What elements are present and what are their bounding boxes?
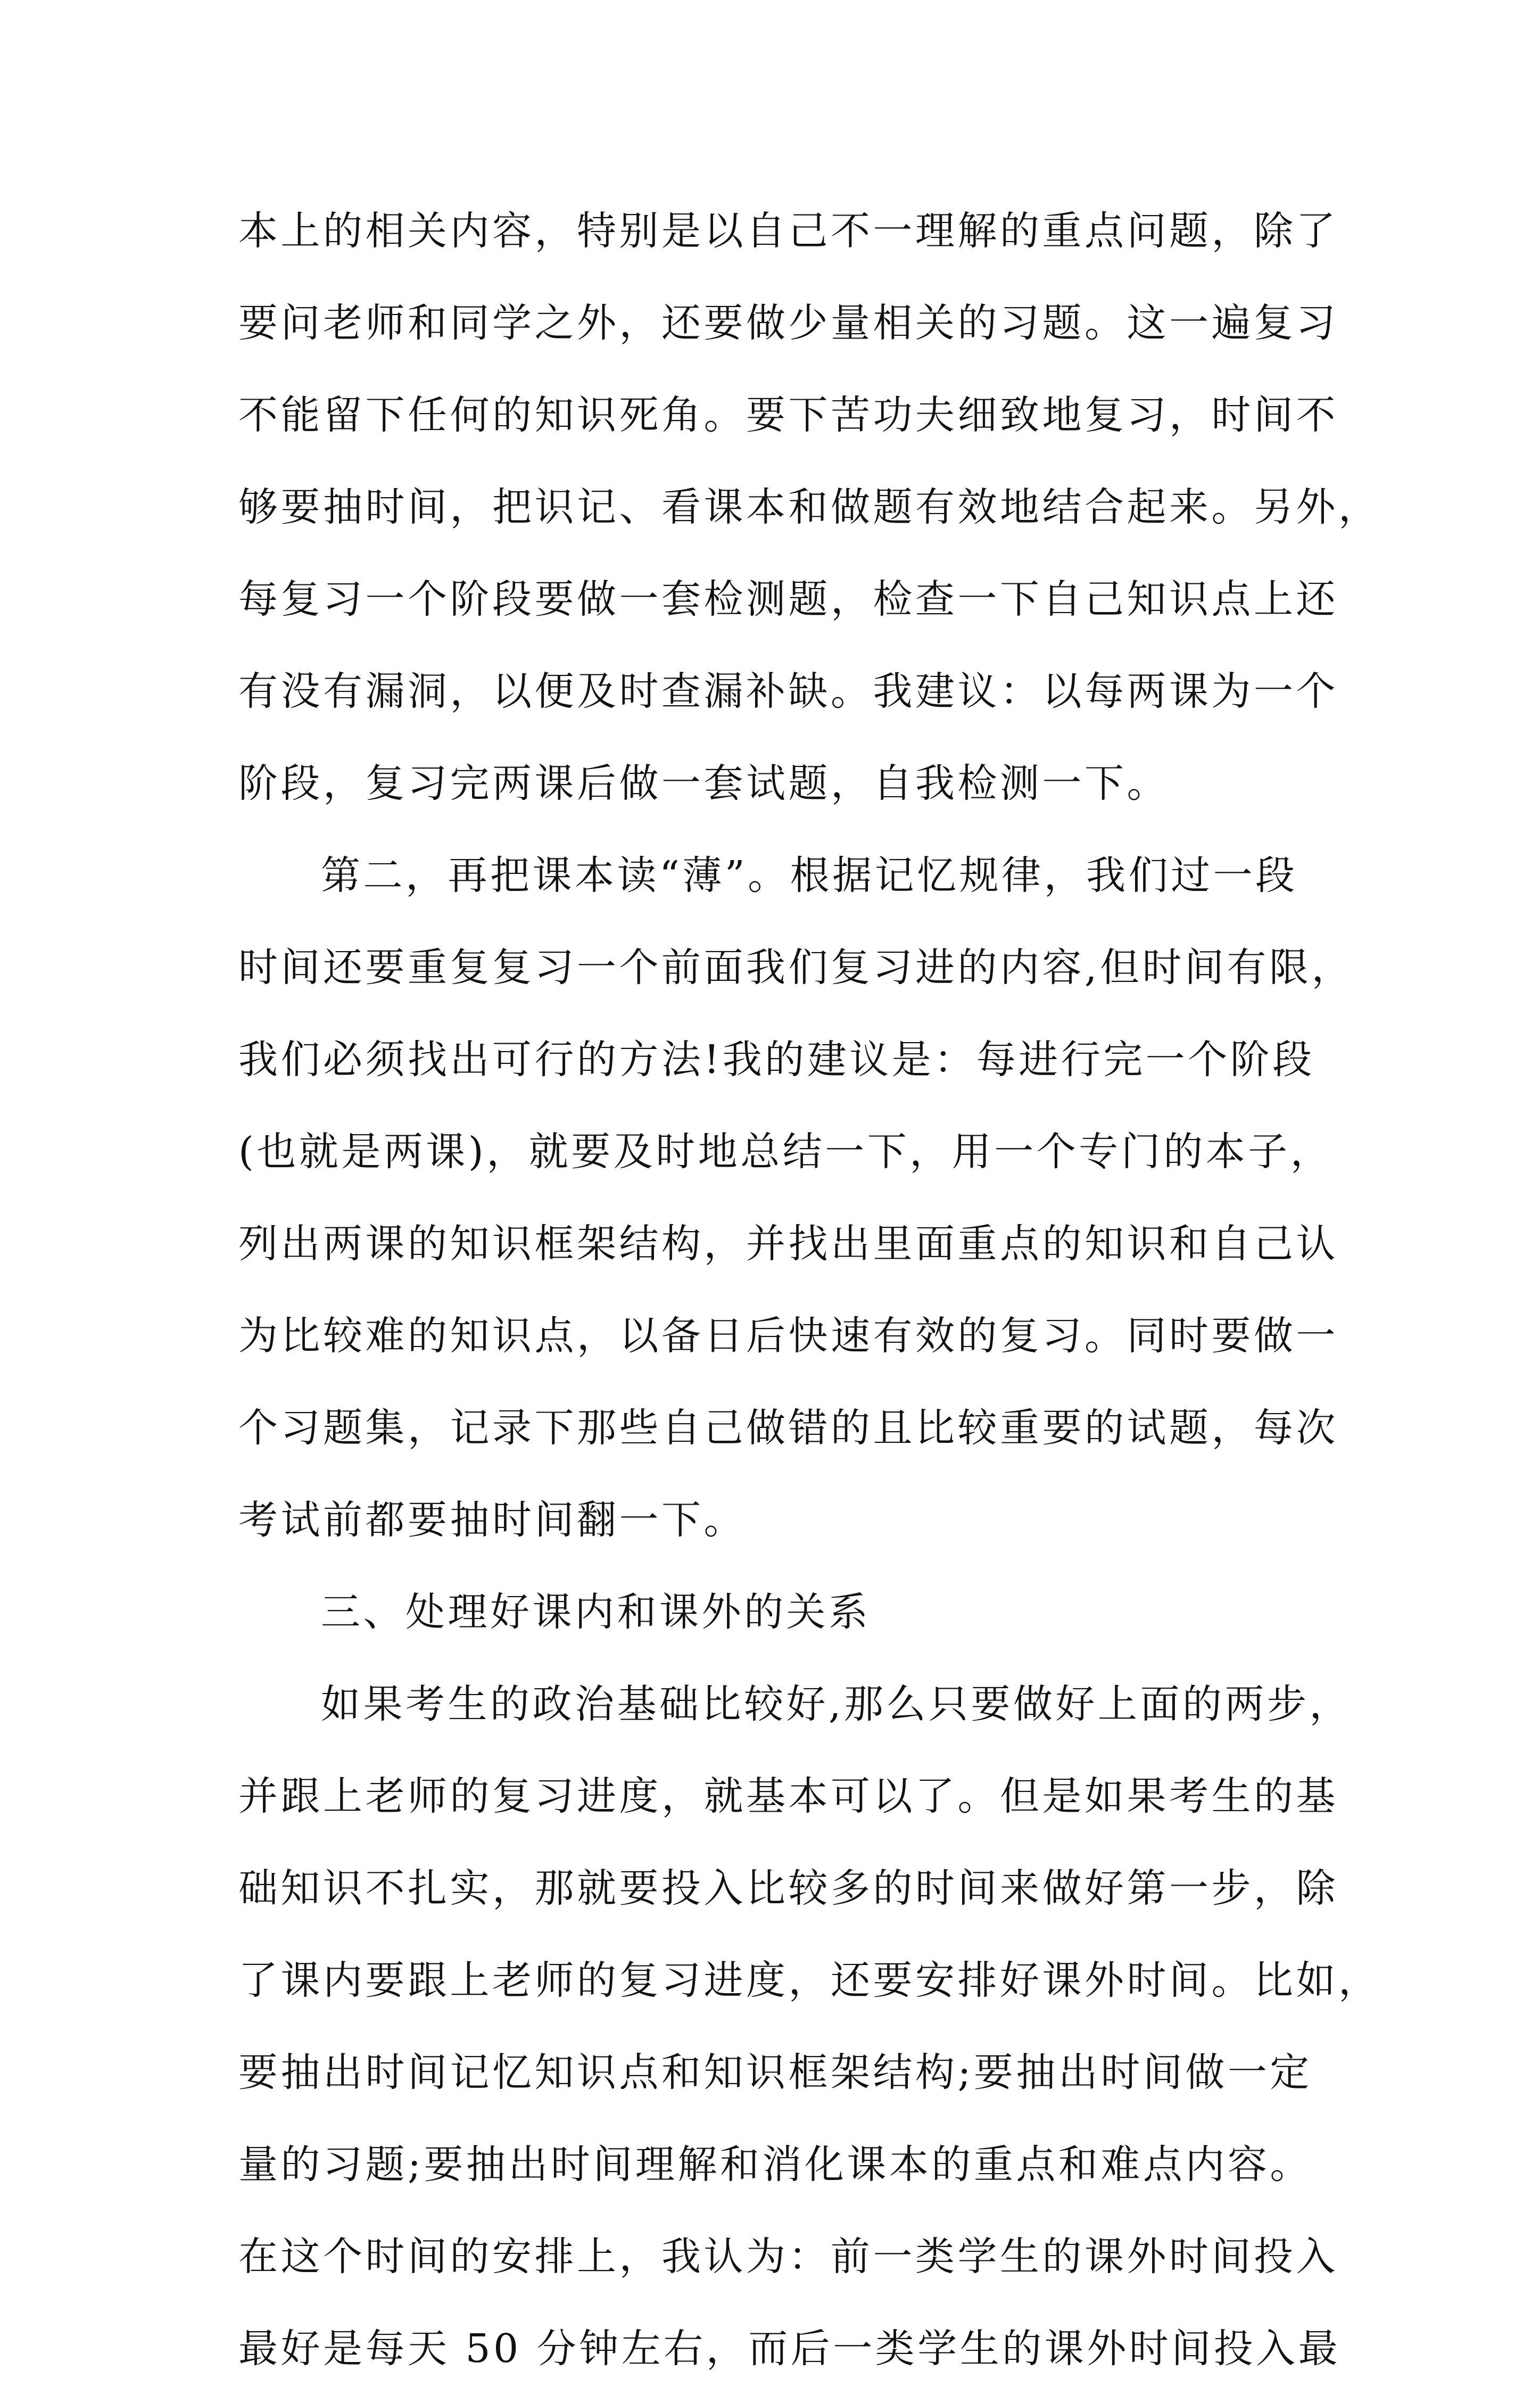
text-line: 了课内要跟上老师的复习进度，还要安排好课外时间。比如， xyxy=(238,1958,1381,2003)
text-line: (也就是两课)，就要及时地总结一下，用一个专门的本子， xyxy=(238,1129,1333,1175)
text-line: 不能留下任何的知识死角。要下苦功夫细致地复习，时间不 xyxy=(238,392,1338,438)
text-line: 阶段，复习完两课后做一套试题，自我检测一下。 xyxy=(238,761,1169,806)
paragraph-second-point xyxy=(238,830,1354,1566)
text-line: 为比较难的知识点，以备日后快速有效的复习。同时要做一 xyxy=(238,1313,1338,1359)
document-page xyxy=(238,185,1381,2395)
text-line: 本上的相关内容，特别是以自己不一理解的重点问题，除了 xyxy=(238,208,1338,254)
text-line: 够要抽时间，把识记、看课本和做题有效地结合起来。另外， xyxy=(238,484,1381,530)
text-line-first: 如果考生的政治基础比较好,那么只要做好上面的两步， xyxy=(321,1681,1352,1727)
text-line: 量的习题;要抽出时间理解和消化课本的重点和难点内容。 xyxy=(238,2142,1312,2187)
text-line: 在这个时间的安排上，我认为：前一类学生的课外时间投入 xyxy=(238,2234,1338,2280)
text-line: 时间还要重复复习一个前面我们复习进的内容,但时间有限， xyxy=(238,945,1354,990)
text-line: 并跟上老师的复习进度，就基本可以了。但是如果考生的基 xyxy=(238,1773,1338,1819)
text-line: 要问老师和同学之外，还要做少量相关的习题。这一遍复习 xyxy=(238,300,1338,346)
text-line-first: 第二，再把课本读“薄”。根据记忆规律，我们过一段 xyxy=(321,853,1298,898)
text-line: 要抽出时间记忆知识点和知识框架结构;要抽出时间做一定 xyxy=(238,2050,1312,2095)
text-line: 础知识不扎实，那就要投入比较多的时间来做好第一步，除 xyxy=(238,1865,1338,1911)
section-heading: 三、处理好课内和课外的关系 xyxy=(321,1589,871,1635)
text-line: 列出两课的知识框架结构，并找出里面重点的知识和自己认 xyxy=(238,1221,1338,1267)
text-line: 个习题集，记录下那些自己做错的且比较重要的试题，每次 xyxy=(238,1405,1338,1451)
text-line: 每复习一个阶段要做一套检测题，检查一下自己知识点上还 xyxy=(238,576,1338,622)
text-line: 有没有漏洞，以便及时查漏补缺。我建议：以每两课为一个 xyxy=(238,668,1338,714)
paragraph-continuation xyxy=(238,185,1381,830)
text-line: 最好是每天 50 分钟左右，而后一类学生的课外时间投入最 xyxy=(238,2326,1341,2372)
text-line: 我们必须找出可行的方法!我的建议是：每进行完一个阶段 xyxy=(238,1037,1315,1083)
paragraph-third-section xyxy=(238,1658,1381,2395)
text-line: 考试前都要抽时间翻一下。 xyxy=(238,1497,746,1543)
